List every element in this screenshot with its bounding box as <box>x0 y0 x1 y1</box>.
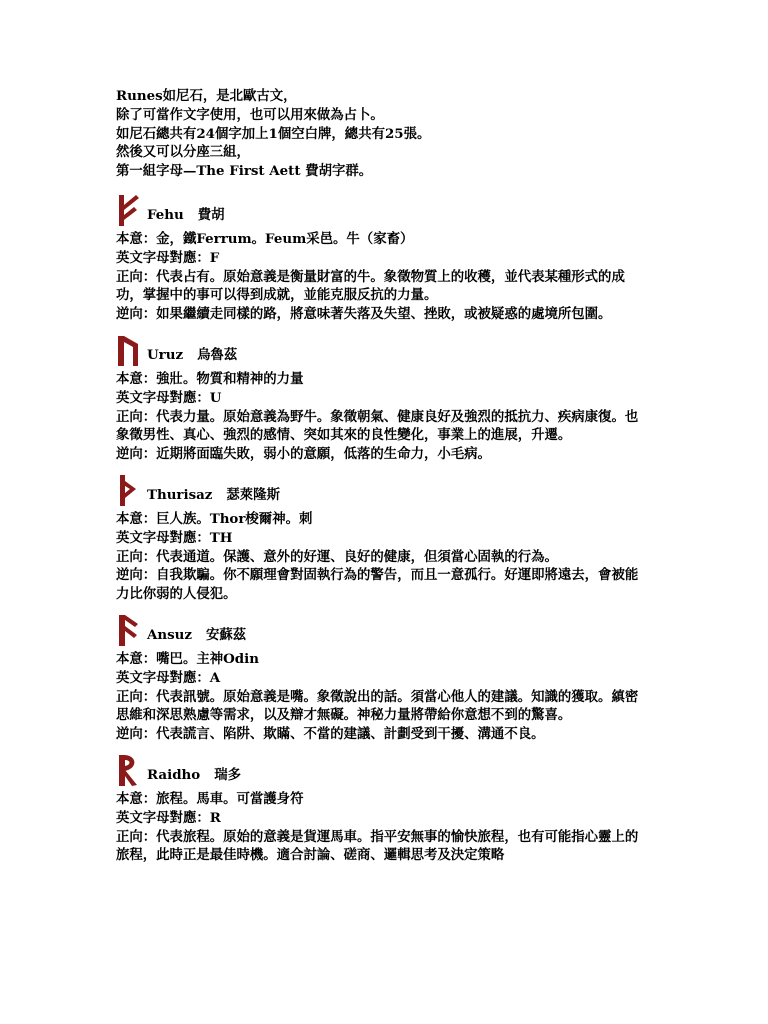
rune-name: Uruz <box>147 347 184 364</box>
rune-letter: 英文字母對應：TH <box>116 529 233 546</box>
rune-letter: 英文字母對應：R <box>116 809 221 826</box>
rune-reversed: 逆向：如果繼續走同樣的路，將意味著失落及失望、挫敗，或被疑惑的處境所包圍。 <box>116 306 612 323</box>
rune-meaning: 本意：旅程。馬車。可當護身符 <box>116 790 304 807</box>
rune-meaning: 本意：金，鐵Ferrum。Feum采邑。牛（家畜） <box>116 230 414 247</box>
rune-chinese-name: 瑞多 <box>214 767 242 784</box>
rune-chinese-name: 費胡 <box>197 207 225 224</box>
rune-reversed: 逆向：自我欺騙。你不願理會對固執行為的警告，而且一意孤行。好運即將遠去，會被能力比你弱的人侵犯。 <box>116 567 639 603</box>
intro-paragraph <box>116 87 651 181</box>
rune-section-thurisaz <box>116 474 651 604</box>
rune-upright: 正向：代表旅程。原始的意義是貨運馬車。指平安無事的愉快旅程，也有可能指心靈上的旅程，此時正是最佳時機。適合討論、磋商、邏輯思考及決定策略 <box>116 828 639 864</box>
rune-letter: 英文字母對應：A <box>116 669 221 686</box>
rune-name: Thurisaz <box>147 487 213 504</box>
rune-section-ansuz <box>116 614 651 744</box>
uruz-rune-icon <box>116 334 142 366</box>
rune-letter: 英文字母對應：U <box>116 389 222 406</box>
rune-chinese-name: 瑟萊隆斯 <box>226 487 280 504</box>
rune-reversed: 逆向：代表謊言、陷阱、欺瞞、不當的建議、計劃受到干擾、溝通不良。 <box>116 726 545 743</box>
rune-chinese-name: 烏魯茲 <box>197 347 238 364</box>
intro-line: 如尼石總共有24個字加上1個空白牌，總共有25張。 <box>116 125 431 142</box>
rune-header <box>116 614 651 646</box>
ansuz-rune-icon <box>116 614 142 646</box>
thurisaz-rune-icon <box>116 474 142 506</box>
rune-header <box>116 474 651 506</box>
intro-line: 除了可當作文字使用，也可以用來做為占卜。 <box>116 106 384 123</box>
fehu-rune-icon <box>116 194 142 226</box>
intro-line: 第一組字母—The First Aett 費胡字群。 <box>116 163 373 180</box>
rune-upright: 正向：代表占有。原始意義是衡量財富的牛。象徵物質上的收穫，並代表某種形式的成功，掌握中的事可以得到成就，並能克服反抗的力量。 <box>116 268 625 304</box>
rune-name: Raidho <box>147 767 201 784</box>
raidho-rune-icon <box>116 754 142 786</box>
rune-meaning: 本意：巨人族。Thor梭爾神。刺 <box>116 510 313 527</box>
rune-upright: 正向：代表力量。原始意義為野牛。象徵朝氣、健康良好及強烈的抵抗力、疾病康復。也象徵男性、真心、強烈的感情、突如其來的良性變化，事業上的進展，升遷。 <box>116 408 639 444</box>
rune-header <box>116 334 651 366</box>
document-page <box>116 87 651 865</box>
rune-chinese-name: 安蘇茲 <box>206 627 247 644</box>
rune-upright: 正向：代表訊號。原始意義是嘴。象徵說出的話。須當心他人的建議。知識的獲取。縝密思維和深思熟慮等需求，以及辯才無礙。神秘力量將帶給你意想不到的驚喜。 <box>116 688 639 724</box>
rune-reversed: 逆向：近期將面臨失敗，弱小的意願，低落的生命力，小毛病。 <box>116 446 491 463</box>
rune-name: Fehu <box>147 207 184 224</box>
rune-upright: 正向：代表通道。保護、意外的好運、良好的健康，但須當心固執的行為。 <box>116 548 558 565</box>
intro-line: Runes如尼石，是北歐古文， <box>116 88 297 104</box>
rune-section-raidho <box>116 754 651 865</box>
rune-name: Ansuz <box>147 627 193 644</box>
rune-header <box>116 754 651 786</box>
rune-meaning: 本意：嘴巴。主神Odin <box>116 650 259 667</box>
rune-letter: 英文字母對應：F <box>116 249 220 266</box>
rune-section-fehu <box>116 194 651 324</box>
rune-header <box>116 194 651 226</box>
rune-section-uruz <box>116 334 651 464</box>
rune-meaning: 本意：強壯。物質和精神的力量 <box>116 370 304 387</box>
intro-line: 然後又可以分座三組， <box>116 144 250 161</box>
